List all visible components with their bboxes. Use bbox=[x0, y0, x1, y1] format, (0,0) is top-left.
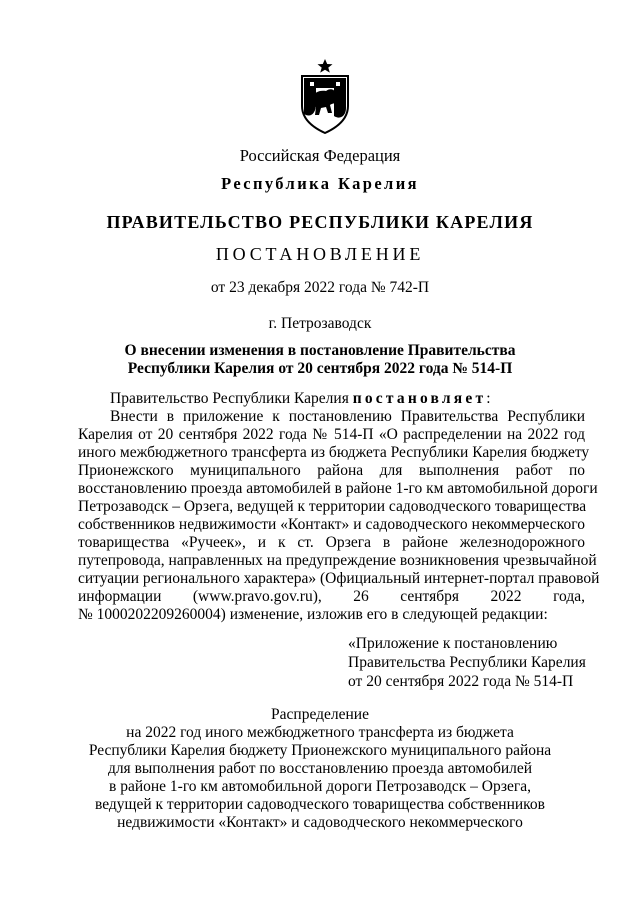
paragraph-line: информации (www.pravo.gov.ru), 26 сентября 2022 года, bbox=[78, 588, 585, 605]
paragraph-line: иного межбюджетного трансферта из бюджета Республики Карелия бюджету bbox=[78, 444, 590, 461]
intro-prefix: Правительство Республики Карелия bbox=[110, 390, 353, 407]
appendix-line: Правительства Республики Карелия bbox=[348, 654, 586, 671]
distribution-heading bbox=[0, 706, 640, 832]
paragraph-line: товарищества «Ручеек», и к ст. Орзега в районе железнодорожного bbox=[78, 534, 585, 551]
paragraph-line: Внести в приложение к постановлению Правительства Республики bbox=[110, 408, 585, 425]
main-paragraph bbox=[78, 408, 600, 624]
intro-keyword: постановляет bbox=[352, 390, 487, 407]
date-number: от 23 декабря 2022 года № 742-П bbox=[210, 279, 430, 296]
city: г. Петрозаводск bbox=[268, 315, 372, 332]
paragraph-line: восстановлению проезда автомобилей в районе 1-го км автомобильной дороги bbox=[78, 480, 598, 497]
appendix-reference bbox=[348, 634, 586, 691]
distribution-line: на 2022 год иного межбюджетного трансферта из бюджета bbox=[126, 724, 514, 741]
subject-line: О внесении изменения в постановление Правительства bbox=[124, 342, 516, 359]
appendix-line: «Приложение к постановлению bbox=[348, 635, 558, 652]
distribution-line: ведущей к территории садоводческого товарищества собственников bbox=[95, 796, 545, 813]
intro-suffix: : bbox=[486, 390, 491, 407]
distribution-line: Распределение bbox=[271, 706, 369, 723]
paragraph-line: ситуации регионального характера» (Официальный интернет-портал правовой bbox=[78, 570, 600, 587]
intro-sentence bbox=[78, 390, 585, 408]
distribution-line: в районе 1-го км автомобильной дороги Петрозаводск – Орзега, bbox=[109, 778, 531, 795]
country-name: Российская Федерация bbox=[239, 146, 401, 165]
coat-of-arms-icon bbox=[296, 58, 354, 134]
paragraph-line: Петрозаводск – Орзега, ведущей к территории садоводческого товарищества bbox=[78, 498, 587, 515]
document-subject bbox=[0, 342, 640, 378]
republic-name: Республика Карелия bbox=[221, 174, 419, 193]
distribution-line: Республики Карелия бюджету Прионежского муниципального района bbox=[88, 742, 552, 759]
paragraph-line: № 1000202209260004) изменение, изложив его в следующей редакции: bbox=[78, 606, 548, 623]
document-type: ПОСТАНОВЛЕНИЕ bbox=[215, 244, 425, 264]
paragraph-line: путепровода, направленных на предупреждение возникновения чрезвычайной bbox=[78, 552, 597, 569]
paragraph-line: собственников недвижимости «Контакт» и садоводческого некоммерческого bbox=[78, 516, 585, 533]
distribution-line: для выполнения работ по восстановлению проезда автомобилей bbox=[107, 760, 533, 777]
distribution-line: недвижимости «Контакт» и садоводческого некоммерческого bbox=[117, 814, 523, 831]
paragraph-line: Прионежского муниципального района для выполнения работ по bbox=[78, 462, 585, 479]
appendix-line: от 20 сентября 2022 года № 514-П bbox=[348, 673, 574, 690]
paragraph-line: Карелия от 20 сентября 2022 года № 514-П «О распределении на 2022 год bbox=[78, 426, 585, 443]
government-title: ПРАВИТЕЛЬСТВО РЕСПУБЛИКИ КАРЕЛИЯ bbox=[106, 212, 534, 232]
subject-line: Республики Карелия от 20 сентября 2022 года № 514-П bbox=[127, 360, 513, 377]
